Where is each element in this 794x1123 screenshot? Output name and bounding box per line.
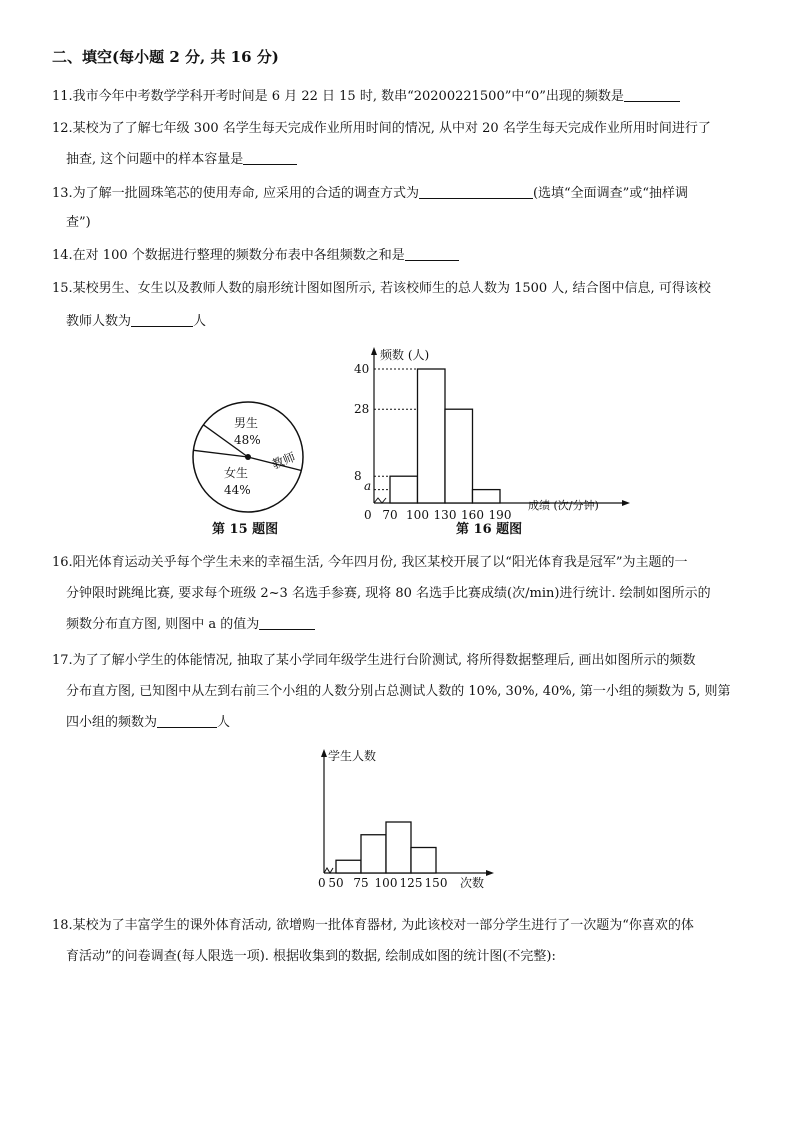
hist16-x-tick-130: 130 [433, 508, 457, 522]
question-16-line-3 [66, 615, 315, 635]
question-17-text: 四小组的频数为 [66, 715, 158, 730]
pie-center-dot [245, 454, 251, 460]
pie-label-boys: 男生 [234, 416, 259, 430]
hist16-axis-break [374, 498, 386, 503]
question-13-line-1 [52, 184, 688, 204]
pie-value-boys: 48% [234, 433, 261, 447]
hist17-x-label: 次数 [460, 876, 485, 890]
hist16-bar-1 [390, 476, 418, 503]
answer-blank-17[interactable] [157, 713, 217, 728]
hist17-axis-break [324, 868, 333, 873]
pie-label-teachers: 教师 [269, 449, 298, 472]
figure-17-histogram [310, 745, 500, 893]
question-15-line-1: 15.某校男生、女生以及教师人数的扇形统计图如图所示, 若该校师生的总人数为 1500 人, 结合图中信息, 可得该校 [52, 281, 711, 296]
hist16-x-tick-160: 160 [461, 508, 484, 522]
question-12-line-1: 12.某校为了了解七年级 300 名学生每天完成作业所用时间的情况, 从中对 20 名学生每天完成作业所用时间进行了 [52, 121, 711, 136]
hist17-y-arrow [321, 749, 327, 757]
hist16-x-arrow [622, 500, 630, 506]
question-17-tail: 人 [217, 715, 231, 730]
hist16-origin-label: 0 [364, 508, 372, 522]
pie-label-girls: 女生 [224, 466, 249, 480]
question-12-line-2 [66, 150, 297, 170]
hist16-y-tick-28: 28 [354, 402, 370, 417]
question-11-text: 11.我市今年中考数学学科开考时间是 6 月 22 日 15 时, 数串“20200221500”中“0”出现的频数是 [52, 89, 624, 104]
figure-16-caption: 第 16 题图 [456, 522, 523, 537]
question-15-tail: 人 [193, 314, 207, 329]
hist17-x-tick-125: 125 [399, 876, 423, 890]
hist16-x-tick-70: 70 [382, 508, 398, 522]
question-17-line-1: 17.为了了解小学生的体能情况, 抽取了某小学同年级学生进行台阶测试, 将所得数据整理后, 画出如图所示的频数 [52, 653, 696, 668]
question-12-text: 抽查, 这个问题中的样本容量是 [66, 152, 244, 167]
question-16-text: 频数分布直方图, 则图中 a 的值为 [66, 617, 260, 632]
hist17-bar-2 [361, 835, 386, 873]
hist16-x-label: 成绩 (次/分钟) [528, 499, 599, 512]
question-18-line-2: 育活动”的问卷调查(每人限选一项). 根据收集到的数据, 绘制成如图的统计图(不完整): [66, 949, 556, 964]
answer-blank-13[interactable] [419, 184, 533, 199]
question-14-text: 14.在对 100 个数据进行整理的频数分布表中各组频数之和是 [52, 248, 405, 263]
hist17-x-tick-75: 75 [353, 876, 369, 890]
question-17-line-3 [66, 713, 230, 733]
hist16-y-arrow [371, 347, 377, 355]
answer-blank-14[interactable] [405, 246, 459, 261]
answer-blank-15[interactable] [131, 312, 193, 327]
hist17-origin-label: 0 [318, 876, 326, 890]
question-18-line-1: 18.某校为了丰富学生的课外体育活动, 欲增购一批体育器材, 为此该校对一部分学生进行了一次题为“你喜欢的体 [52, 918, 694, 933]
answer-blank-11[interactable] [624, 87, 680, 102]
question-15-line-2 [66, 312, 206, 332]
answer-blank-16[interactable] [259, 615, 315, 630]
hist16-y-tick-8: 8 [354, 469, 362, 484]
question-13-text: 13.为了解一批圆珠笔芯的使用寿命, 应采用的合适的调查方式为 [52, 186, 419, 201]
question-15-text: 教师人数为 [66, 314, 132, 329]
hist17-x-arrow [486, 870, 494, 876]
question-13-line-2: 查”) [66, 215, 91, 230]
hist16-bar-2 [418, 369, 446, 503]
pie-value-girls: 44% [224, 483, 251, 497]
hist16-bar-4 [473, 490, 501, 503]
hist17-bar-1 [336, 860, 361, 873]
hist17-x-tick-150: 150 [424, 876, 448, 890]
section-title: 二、填空(每小题 2 分, 共 16 分) [52, 48, 279, 66]
figure-16-histogram [352, 343, 637, 543]
question-14 [52, 246, 459, 266]
hist17-x-tick-50: 50 [328, 876, 344, 890]
question-17-line-2: 分布直方图, 已知图中从左到右前三个小组的人数分别占总测试人数的 10%, 30%, 40%, 第一小组的频数为 5, 则第 [66, 684, 731, 699]
hist16-x-tick-100: 100 [406, 508, 429, 522]
hist16-x-tick-190: 190 [488, 508, 512, 522]
hist17-bar-3 [386, 822, 411, 873]
hist17-bar-4 [411, 848, 436, 874]
figure-15-pie-chart [178, 343, 318, 543]
hist16-a-label: a [364, 479, 372, 493]
hist17-y-label: 学生人数 [328, 749, 377, 763]
question-16-line-1: 16.阳光体育运动关乎每个学生未来的幸福生活, 今年四月份, 我区某校开展了以“阳光体育我是冠军”为主题的一 [52, 555, 688, 570]
hist16-y-tick-40: 40 [354, 362, 370, 376]
figure-15-caption: 第 15 题图 [212, 522, 279, 537]
question-11 [52, 87, 680, 107]
hist17-x-tick-100: 100 [374, 876, 398, 890]
question-16-line-2: 分钟限时跳绳比赛, 要求每个班级 2~3 名选手参赛, 现将 80 名选手比赛成绩(次/min)进行统计. 绘制如图所示的 [66, 586, 711, 601]
hist16-bar-3 [445, 409, 473, 503]
hist16-y-label: 频数 (人) [380, 348, 430, 362]
answer-blank-12[interactable] [243, 150, 297, 165]
question-13-tail: (选填“全面调查”或“抽样调 [532, 186, 688, 201]
